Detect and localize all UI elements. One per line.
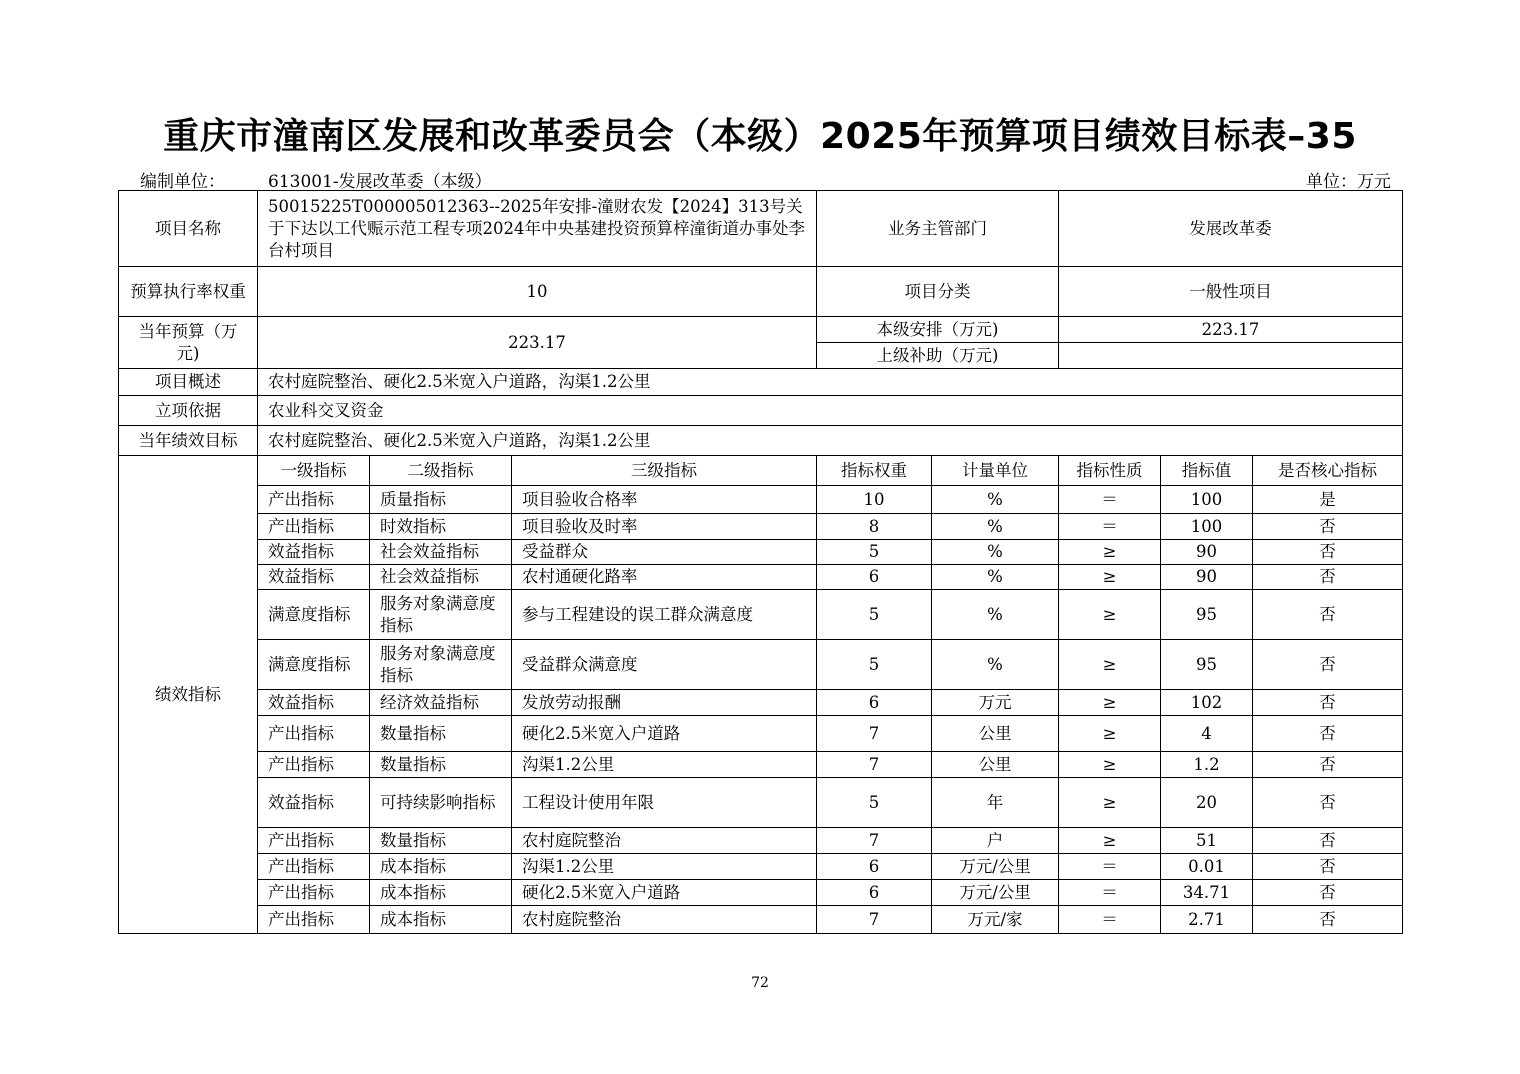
- indicator-unit: %: [932, 540, 1059, 565]
- indicator-level1: 产出指标: [258, 880, 370, 906]
- indicator-level3: 项目验收合格率: [512, 486, 817, 514]
- indicator-unit: %: [932, 565, 1059, 590]
- indicator-nature: ≥: [1059, 690, 1161, 716]
- budget-row: [119, 317, 1403, 343]
- indicator-header-row: [119, 456, 1403, 486]
- org-value: 613001-发展改革委（本级）: [268, 172, 492, 192]
- indicator-row: [119, 514, 1403, 540]
- indicator-level1: 产出指标: [258, 752, 370, 778]
- indicator-row: [119, 906, 1403, 934]
- indicator-value: 100: [1161, 514, 1253, 540]
- dept-value: 发展改革委: [1059, 191, 1403, 267]
- indicator-nature: ≥: [1059, 540, 1161, 565]
- indicator-core: 否: [1253, 690, 1403, 716]
- indicator-weight: 7: [817, 906, 932, 934]
- indicator-level2: 服务对象满意度指标: [370, 640, 512, 690]
- indicator-nature: ＝: [1059, 514, 1161, 540]
- indicator-unit: 万元: [932, 690, 1059, 716]
- indicator-nature: ≥: [1059, 778, 1161, 828]
- indicator-level2: 成本指标: [370, 880, 512, 906]
- indicator-level3: 沟渠1.2公里: [512, 752, 817, 778]
- indicator-row: [119, 778, 1403, 828]
- indicator-nature: ≥: [1059, 828, 1161, 854]
- indicator-nature: ≥: [1059, 640, 1161, 690]
- page-number: 72: [751, 975, 769, 991]
- indicator-weight: 10: [817, 486, 932, 514]
- indicator-level1: 效益指标: [258, 690, 370, 716]
- indicator-row: [119, 486, 1403, 514]
- local-value: 223.17: [1059, 317, 1403, 343]
- indicator-unit: %: [932, 514, 1059, 540]
- indicator-unit: %: [932, 590, 1059, 640]
- indicator-level3: 沟渠1.2公里: [512, 854, 817, 880]
- indicator-unit: 公里: [932, 752, 1059, 778]
- header-weight: 指标权重: [817, 456, 932, 486]
- goal-value: 农村庭院整治、硬化2.5米宽入户道路，沟渠1.2公里: [258, 426, 1403, 456]
- indicator-core: 否: [1253, 880, 1403, 906]
- indicator-level3: 工程设计使用年限: [512, 778, 817, 828]
- indicator-level3: 农村通硬化路率: [512, 565, 817, 590]
- indicator-level1: 产出指标: [258, 486, 370, 514]
- indicator-core: 否: [1253, 514, 1403, 540]
- indicator-level3: 发放劳动报酬: [512, 690, 817, 716]
- indicator-unit: 万元/家: [932, 906, 1059, 934]
- indicator-nature: ＝: [1059, 906, 1161, 934]
- indicator-value: 4: [1161, 716, 1253, 752]
- indicator-level2: 成本指标: [370, 906, 512, 934]
- indicator-value: 95: [1161, 640, 1253, 690]
- indicator-weight: 6: [817, 690, 932, 716]
- indicator-nature: ＝: [1059, 486, 1161, 514]
- indicator-level2: 质量指标: [370, 486, 512, 514]
- indicator-value: 2.71: [1161, 906, 1253, 934]
- indicator-level2: 数量指标: [370, 752, 512, 778]
- indicator-nature: ≥: [1059, 752, 1161, 778]
- indicator-level1: 产出指标: [258, 906, 370, 934]
- indicator-unit: 户: [932, 828, 1059, 854]
- basis-value: 农业科交叉资金: [258, 396, 1403, 426]
- indicator-level1: 效益指标: [258, 540, 370, 565]
- indicator-nature: ≥: [1059, 590, 1161, 640]
- header-value: 指标值: [1161, 456, 1253, 486]
- indicator-row: [119, 752, 1403, 778]
- indicator-core: 否: [1253, 906, 1403, 934]
- indicator-value: 100: [1161, 486, 1253, 514]
- header-l1: 一级指标: [258, 456, 370, 486]
- indicator-row: [119, 565, 1403, 590]
- indicator-value: 90: [1161, 565, 1253, 590]
- indicator-core: 否: [1253, 778, 1403, 828]
- indicator-row: [119, 590, 1403, 640]
- indicator-weight: 7: [817, 716, 932, 752]
- indicator-nature: ≥: [1059, 716, 1161, 752]
- page-title: 重庆市潼南区发展和改革委员会（本级）2025年预算项目绩效目标表–35: [163, 116, 1357, 157]
- header-core: 是否核心指标: [1253, 456, 1403, 486]
- indicator-level1: 满意度指标: [258, 640, 370, 690]
- indicator-value: 95: [1161, 590, 1253, 640]
- budget-label: 当年预算（万元): [119, 317, 258, 369]
- indicator-level3: 农村庭院整治: [512, 906, 817, 934]
- indicator-level2: 数量指标: [370, 716, 512, 752]
- indicator-value: 20: [1161, 778, 1253, 828]
- indicator-level1: 产出指标: [258, 854, 370, 880]
- category-value: 一般性项目: [1059, 267, 1403, 317]
- indicator-level2: 时效指标: [370, 514, 512, 540]
- indicator-weight: 5: [817, 540, 932, 565]
- overview-value: 农村庭院整治、硬化2.5米宽入户道路，沟渠1.2公里: [258, 369, 1403, 396]
- dept-label: 业务主管部门: [817, 191, 1059, 267]
- indicator-nature: ＝: [1059, 880, 1161, 906]
- indicator-level2: 社会效益指标: [370, 565, 512, 590]
- indicator-weight: 6: [817, 880, 932, 906]
- indicator-level3: 项目验收及时率: [512, 514, 817, 540]
- indicator-value: 51: [1161, 828, 1253, 854]
- indicator-level3: 受益群众: [512, 540, 817, 565]
- indicator-level1: 产出指标: [258, 514, 370, 540]
- indicator-weight: 7: [817, 828, 932, 854]
- indicator-core: 否: [1253, 752, 1403, 778]
- indicator-weight: 5: [817, 778, 932, 828]
- project-name-row: [119, 191, 1403, 267]
- indicator-row: [119, 716, 1403, 752]
- indicator-weight: 7: [817, 752, 932, 778]
- org-label: 编制单位：: [140, 172, 225, 192]
- indicator-value: 1.2: [1161, 752, 1253, 778]
- indicator-level3: 农村庭院整治: [512, 828, 817, 854]
- indicator-weight: 8: [817, 514, 932, 540]
- indicator-level2: 服务对象满意度指标: [370, 590, 512, 640]
- indicator-core: 否: [1253, 854, 1403, 880]
- indicator-value: 34.71: [1161, 880, 1253, 906]
- indicator-nature: ＝: [1059, 854, 1161, 880]
- indicator-weight: 6: [817, 565, 932, 590]
- project-name-value: 50015225T000005012363--2025年安排-潼财农发【2024】313号关于下达以工代赈示范工程专项2024年中央基建投资预算梓潼街道办事处李台村项目: [258, 191, 817, 267]
- indicator-level3: 受益群众满意度: [512, 640, 817, 690]
- upper-value: [1059, 343, 1403, 369]
- header-unit: 计量单位: [932, 456, 1059, 486]
- indicator-core: 否: [1253, 640, 1403, 690]
- indicator-row: [119, 854, 1403, 880]
- indicator-level2: 数量指标: [370, 828, 512, 854]
- indicator-weight: 6: [817, 854, 932, 880]
- exec-rate-label: 预算执行率权重: [119, 267, 258, 317]
- indicator-core: 否: [1253, 565, 1403, 590]
- budget-value: 223.17: [258, 317, 817, 369]
- indicator-nature: ≥: [1059, 565, 1161, 590]
- indicator-unit: %: [932, 640, 1059, 690]
- indicator-level2: 社会效益指标: [370, 540, 512, 565]
- indicator-level2: 经济效益指标: [370, 690, 512, 716]
- indicator-weight: 5: [817, 590, 932, 640]
- overview-row: [119, 369, 1403, 396]
- indicator-core: 否: [1253, 828, 1403, 854]
- indicator-unit: 万元/公里: [932, 854, 1059, 880]
- indicator-core: 否: [1253, 540, 1403, 565]
- indicator-core: 是: [1253, 486, 1403, 514]
- indicator-row: [119, 880, 1403, 906]
- header-nature: 指标性质: [1059, 456, 1161, 486]
- indicator-value: 102: [1161, 690, 1253, 716]
- indicator-level1: 满意度指标: [258, 590, 370, 640]
- local-label: 本级安排（万元): [817, 317, 1059, 343]
- indicators-label: 绩效指标: [119, 456, 258, 934]
- indicator-level3: 硬化2.5米宽入户道路: [512, 880, 817, 906]
- indicator-unit: 万元/公里: [932, 880, 1059, 906]
- header-l2: 二级指标: [370, 456, 512, 486]
- indicator-row: [119, 540, 1403, 565]
- upper-label: 上级补助（万元): [817, 343, 1059, 369]
- goal-label: 当年绩效目标: [119, 426, 258, 456]
- basis-row: [119, 396, 1403, 426]
- indicator-level1: 效益指标: [258, 565, 370, 590]
- exec-rate-row: [119, 267, 1403, 317]
- indicator-level2: 可持续影响指标: [370, 778, 512, 828]
- indicator-row: [119, 828, 1403, 854]
- indicator-level1: 产出指标: [258, 716, 370, 752]
- indicator-unit: 公里: [932, 716, 1059, 752]
- overview-label: 项目概述: [119, 369, 258, 396]
- header-l3: 三级指标: [512, 456, 817, 486]
- indicator-unit: %: [932, 486, 1059, 514]
- project-name-label: 项目名称: [119, 191, 258, 267]
- indicator-weight: 5: [817, 640, 932, 690]
- indicator-unit: 年: [932, 778, 1059, 828]
- indicator-level3: 参与工程建设的误工群众满意度: [512, 590, 817, 640]
- indicator-row: [119, 640, 1403, 690]
- indicator-level1: 产出指标: [258, 828, 370, 854]
- goal-row: [119, 426, 1403, 456]
- indicator-value: 0.01: [1161, 854, 1253, 880]
- indicator-level2: 成本指标: [370, 854, 512, 880]
- basis-label: 立项依据: [119, 396, 258, 426]
- money-unit: 单位：万元: [1306, 172, 1391, 192]
- indicator-value: 90: [1161, 540, 1253, 565]
- indicator-core: 否: [1253, 590, 1403, 640]
- indicator-core: 否: [1253, 716, 1403, 752]
- performance-table: [118, 190, 1403, 934]
- category-label: 项目分类: [817, 267, 1059, 317]
- exec-rate-value: 10: [258, 267, 817, 317]
- indicator-row: [119, 690, 1403, 716]
- indicator-level3: 硬化2.5米宽入户道路: [512, 716, 817, 752]
- indicator-level1: 效益指标: [258, 778, 370, 828]
